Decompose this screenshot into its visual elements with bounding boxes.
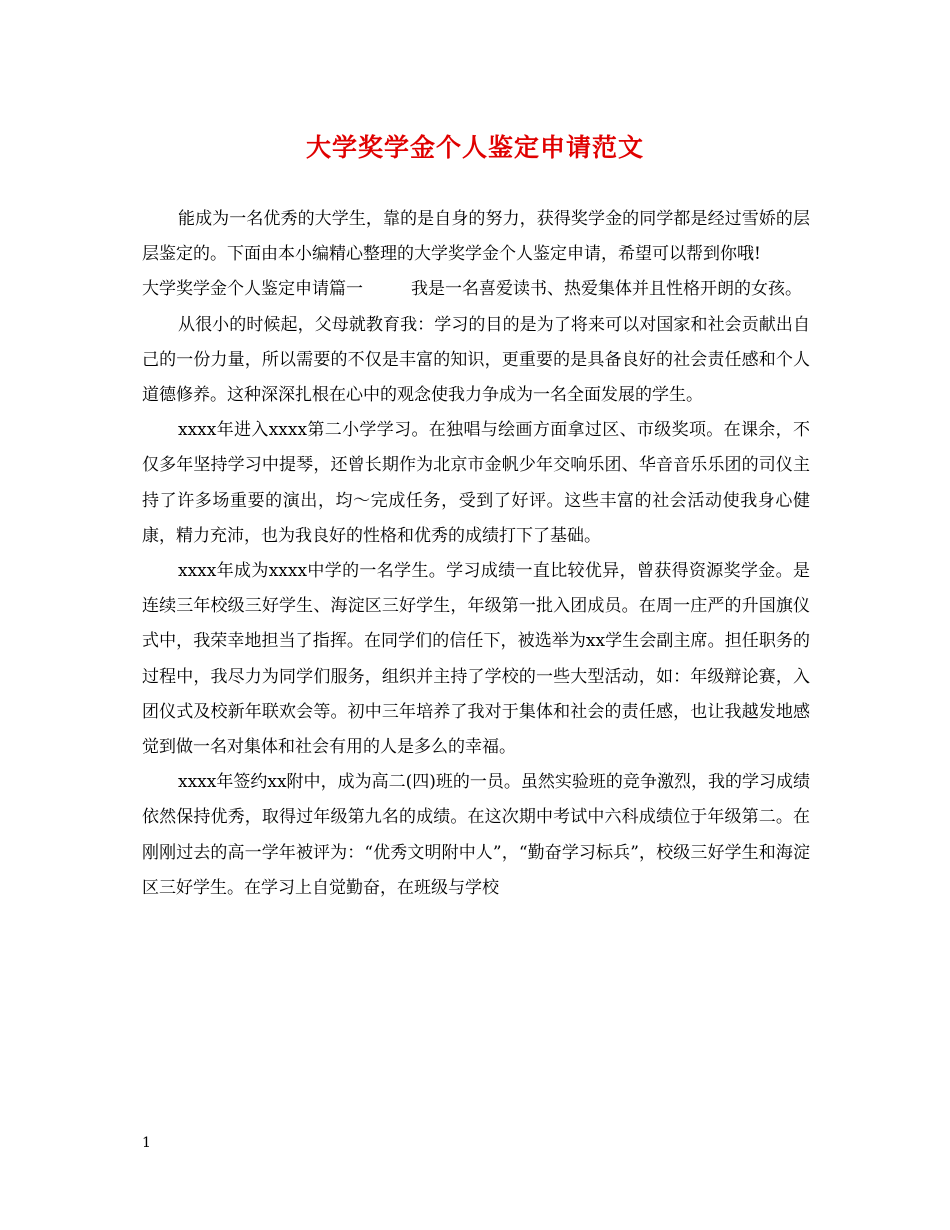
page-number: 1 <box>142 1135 151 1151</box>
section-heading: 大学奖学金个人鉴定申请篇一 <box>142 279 363 300</box>
paragraph-childhood: 从很小的时候起，父母就教育我：学习的目的是为了将来可以对国家和社会贡献出自己的一份力量，所以需要的不仅是丰富的知识，更重要的是具备良好的社会责任感和个人道德修养。这种深深扎根在心中的观念使我力争成为一名全面发展的学生。 <box>142 314 810 406</box>
paragraph-middle-school: xxxx年成为xxxx中学的一名学生。学习成绩一直比较优异，曾获得资源奖学金。是连续三年校级三好学生、海淀区三好学生，年级第一批入团成员。在周一庄严的升国旗仪式中，我荣幸地担当了指挥。在同学们的信任下，被选举为xx学生会副主席。担任职务的过程中，我尽力为同学们服务，组织并主持了学校的一些大型活动，如：年级辩论赛，入团仪式及校新年联欢会等。初中三年培养了我对于集体和社会的责任感，也让我越发地感觉到做一名对集体和社会有用的人是多么的幸福。 <box>142 561 810 758</box>
paragraph-primary-school: xxxx年进入xxxx第二小学学习。在独唱与绘画方面拿过区、市级奖项。在课余，不仅多年坚持学习中提琴，还曾长期作为北京市金帆少年交响乐团、华音音乐乐团的司仪主持了许多场重要的演出，均～完成任务，受到了好评。这些丰富的社会活动使我身心健康，精力充沛，也为我良好的性格和优秀的成绩打下了基础。 <box>142 420 810 546</box>
section-heading-line <box>142 272 810 307</box>
intro-paragraph: 能成为一名优秀的大学生，靠的是自身的努力，获得奖学金的同学都是经过雪娇的层层鉴定的。下面由本小编精心整理的大学奖学金个人鉴定申请，希望可以帮到你哦! <box>142 209 810 265</box>
document-title: 大学奖学金个人鉴定申请范文 <box>305 133 644 162</box>
paragraph-high-school: xxxx年签约xx附中，成为高二(四)班的一员。虽然实验班的竞争激烈，我的学习成绩依然保持优秀，取得过年级第九名的成绩。在这次期中考试中六科成绩位于年级第二。在刚刚过去的高一学年被评为：“优秀文明附中人”，“勤奋学习标兵”，校级三好学生和海淀区三好学生。在学习上自觉勤奋，在班级与学校 <box>142 772 810 898</box>
section-first-sentence: 我是一名喜爱读书、热爱集体并且性格开朗的女孩。 <box>411 279 802 300</box>
document-body <box>142 202 810 906</box>
